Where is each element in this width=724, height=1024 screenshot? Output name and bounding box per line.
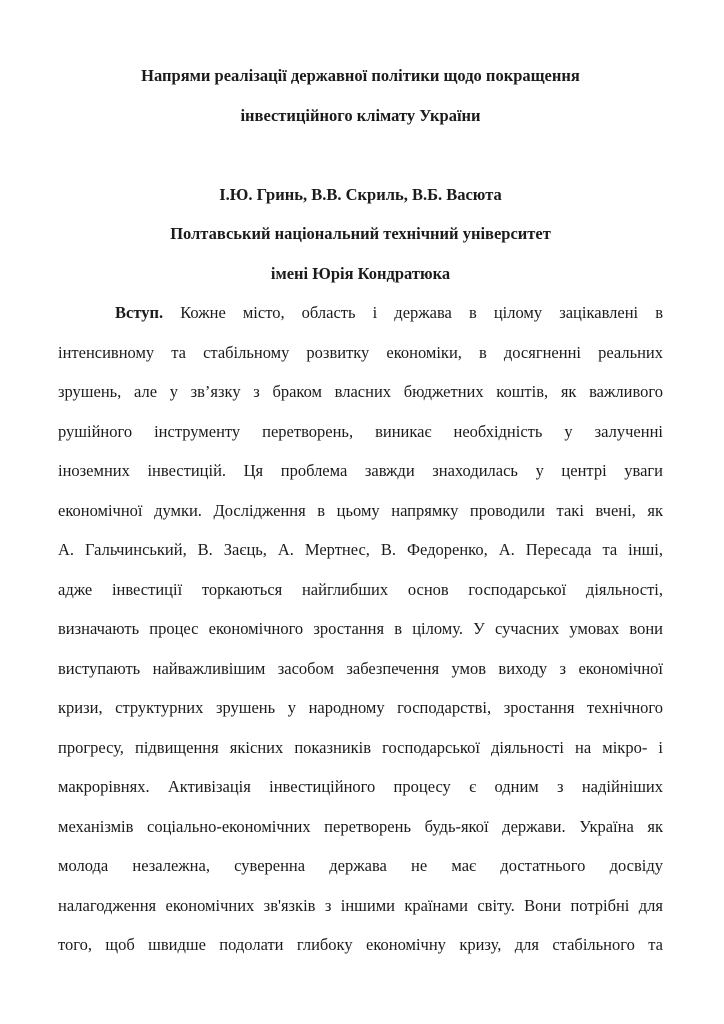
body-line: налагодження економічних зв'язків з іншими країнами світу. Вони потрібні для xyxy=(58,895,663,915)
body-line: макрорівнях. Активізація інвестиційного процесу є одним з надійніших xyxy=(58,777,663,796)
body-lines xyxy=(58,333,663,965)
body-line: того, щоб швидше подолати глибоку економічну кризу, для стабільного та xyxy=(58,935,663,954)
body-line: молода незалежна, суверенна держава не має достатнього досвіду xyxy=(58,856,663,875)
introduction-paragraph xyxy=(58,293,663,965)
body-line: економічної думки. Дослідження в цьому напрямку проводили такі вчені, як xyxy=(58,500,663,520)
authors-block xyxy=(58,175,663,294)
authors-names: І.Ю. Гринь, В.В. Скриль, В.Б. Васюта xyxy=(219,184,502,204)
body-line: рушійного інструменту перетворень, виникає необхідність у залученні xyxy=(58,421,663,441)
blank-line xyxy=(58,135,663,175)
body-line: визначають процес економічного зростання в цілому. У сучасних умовах вони xyxy=(58,619,663,638)
title-line-2: інвестиційного клімату України xyxy=(240,105,481,125)
body-line: механізмів соціально-економічних перетворень будь-якої держави. Україна як xyxy=(58,816,663,836)
affiliation-line-1: Полтавський національний технічний університет xyxy=(170,224,551,243)
body-line: прогресу, підвищення якісних показників господарської діяльності на мікро- і xyxy=(58,737,663,757)
section-lead-heading: Вступ. xyxy=(115,303,164,322)
body-line: іноземних інвестицій. Ця проблема завжди знаходилась у центрі уваги xyxy=(58,461,663,480)
body-line: інтенсивному та стабільному розвитку економіки, в досягненні реальних xyxy=(58,342,663,362)
body-line: А. Гальчинський, В. Заєць, А. Мертнес, В. Федоренко, А. Пересада та інші, xyxy=(58,540,663,559)
body-line: адже інвестиції торкаються найглибших основ господарської діяльності, xyxy=(58,579,663,599)
affiliation-line-2: імені Юрія Кондратюка xyxy=(270,263,451,283)
body-line: зрушень, але у зв’язку з браком власних бюджетних коштів, як важливого xyxy=(58,382,663,401)
body-line xyxy=(58,293,663,333)
article-title xyxy=(58,56,663,135)
body-line: виступають найважливішим засобом забезпечення умов виходу з економічної xyxy=(58,658,663,678)
title-line-1: Напрями реалізації державної політики щодо покращення xyxy=(141,66,580,85)
body-first-line-text: Кожне місто, область і держава в цілому зацікавлені в xyxy=(180,303,663,322)
body-line: кризи, структурних зрушень у народному господарстві, зростання технічного xyxy=(58,698,663,717)
